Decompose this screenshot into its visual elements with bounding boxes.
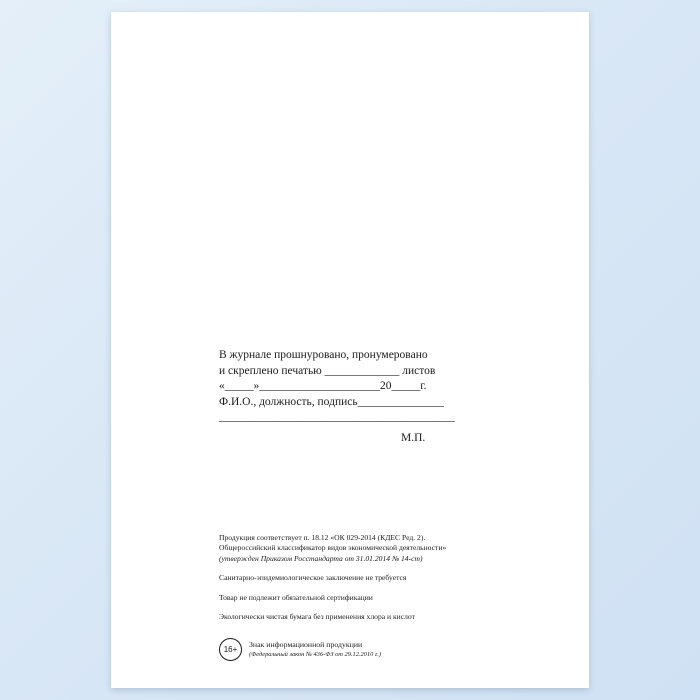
certification-line-5: _________________________________________ xyxy=(219,411,455,423)
compliance-line-1: Продукция соответствует п. 18.12 «ОК 029-2014 (КДЕС Ред. 2). xyxy=(219,533,426,542)
certification-block xyxy=(219,348,549,426)
seal-label: М.П. xyxy=(401,432,426,444)
document-page xyxy=(111,12,589,688)
notice-sanitary: Санитарно-эпидемиологическое заключение не требуется xyxy=(219,573,407,583)
notice-paper: Экологически чистая бумага без применения хлора и кислот xyxy=(219,612,415,622)
certification-line-2: и скреплено печатью _____________ листов xyxy=(219,364,436,377)
age-rating-icon: 16+ xyxy=(219,638,242,661)
footer-block xyxy=(219,533,549,622)
compliance-line-2: Общероссийский классификатор видов экономической деятельности» xyxy=(219,543,447,553)
age-mark-text xyxy=(249,638,381,661)
age-mark-row xyxy=(219,638,381,661)
age-mark-law: (Федеральный закон № 436-ФЗ от 29.12.2010 г.) xyxy=(249,651,382,659)
compliance-paragraph xyxy=(219,533,549,564)
certification-line-1: В журнале прошнуровано, пронумеровано xyxy=(219,349,428,361)
notice-certification: Товар не подлежит обязательной сертификации xyxy=(219,592,373,602)
compliance-line-3: (утвержден Приказом Росстандарта от 31.01.2014 № 14-ст) xyxy=(219,553,423,563)
certification-line-4: Ф.И.О., должность, подпись_______________ xyxy=(219,395,444,408)
age-mark-title: Знак информационной продукции xyxy=(249,640,363,649)
certification-line-3: «_____»_____________________20_____г. xyxy=(219,380,427,392)
